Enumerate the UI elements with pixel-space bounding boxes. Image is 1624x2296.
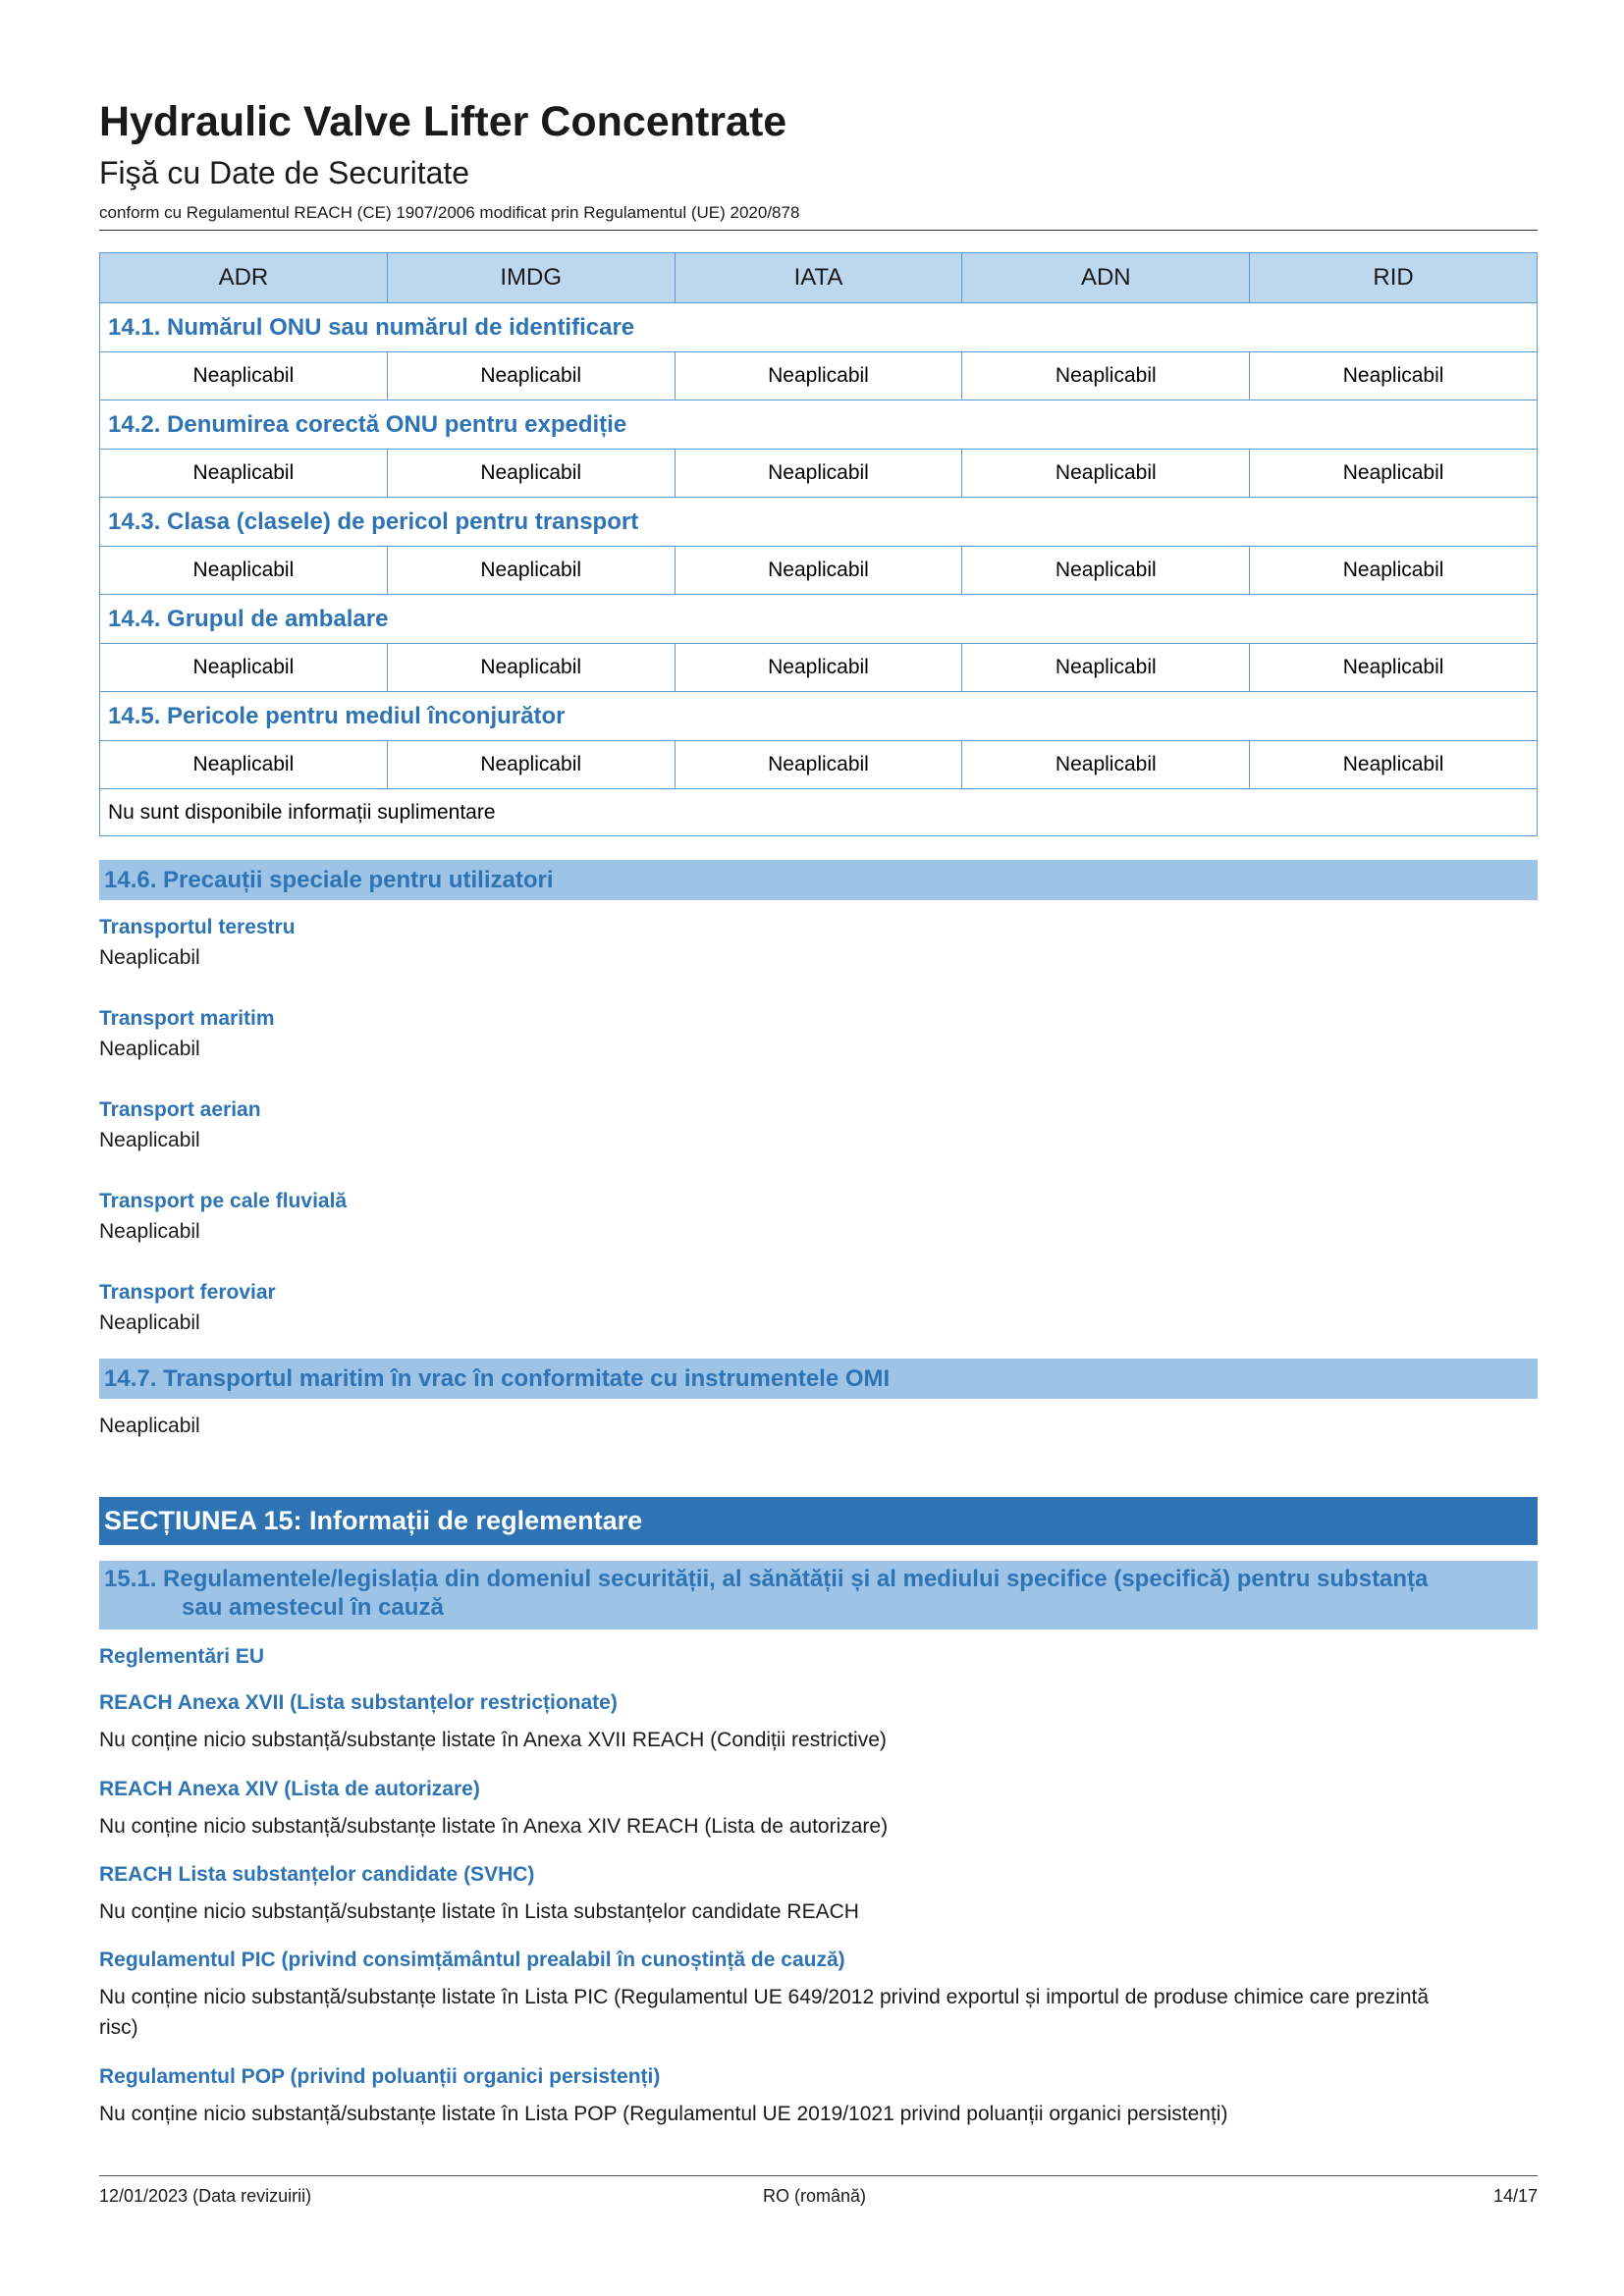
table-cell: Neaplicabil <box>675 450 962 498</box>
section-15-header: SECȚIUNEA 15: Informații de reglementare <box>99 1497 1538 1545</box>
document-language: RO (română) <box>763 2186 867 2206</box>
table-cell: Neaplicabil <box>675 741 962 789</box>
footer-divider <box>99 2175 1538 2176</box>
section-title: 14.5. Pericole pentru mediul înconjurător <box>100 692 1538 741</box>
transport-label: Transport maritim <box>99 1007 275 1030</box>
table-row <box>100 547 1538 595</box>
table-header-row <box>100 253 1538 303</box>
regulation-label: REACH Anexa XVII (Lista substanțelor restricționate) <box>99 1691 618 1714</box>
regulation-reference: conform cu Regulamentul REACH (CE) 1907/2006 modificat prin Regulamentul (UE) 2020/878 <box>99 203 800 222</box>
transport-value: Neaplicabil <box>99 1220 200 1243</box>
table-cell: Neaplicabil <box>1250 741 1538 789</box>
revision-date: 12/01/2023 (Data revizuirii) <box>99 2186 312 2206</box>
column-header: ADN <box>962 253 1250 303</box>
table-cell: Neaplicabil <box>962 450 1250 498</box>
table-cell: Neaplicabil <box>962 741 1250 789</box>
table-cell: Neaplicabil <box>1250 644 1538 692</box>
table-cell: Neaplicabil <box>100 352 388 400</box>
transport-label: Transport pe cale fluvială <box>99 1190 348 1212</box>
table-cell: Neaplicabil <box>675 352 962 400</box>
table-cell: Neaplicabil <box>675 644 962 692</box>
document-subtitle: Fişă cu Date de Securitate <box>99 155 470 190</box>
section-title: 14.1. Numărul ONU sau numărul de identificare <box>100 303 1538 352</box>
transport-value: Neaplicabil <box>99 1129 200 1151</box>
table-cell: Neaplicabil <box>962 352 1250 400</box>
regulation-label: REACH Lista substanțelor candidate (SVHC) <box>99 1863 535 1886</box>
note-row <box>100 789 1538 836</box>
regulation-text: Nu conține nicio substanță/substanțe listate în Lista POP (Regulamentul UE 2019/1021 privind poluanții organici persistenți) <box>99 2103 1228 2125</box>
transport-label: Transport aerian <box>99 1098 261 1121</box>
regulation-label: Regulamentul PIC (privind consimțământul prealabil în cunoștință de cauză) <box>99 1949 845 1971</box>
section-14-7-value: Neaplicabil <box>99 1415 200 1437</box>
table-cell: Neaplicabil <box>387 547 675 595</box>
table-cell: Neaplicabil <box>100 741 388 789</box>
transport-label: Transport feroviar <box>99 1281 276 1304</box>
table-note: Nu sunt disponibile informații suplimentare <box>100 789 1538 836</box>
table-cell: Neaplicabil <box>675 547 962 595</box>
regulation-text: Nu conține nicio substanță/substanțe listate în Anexa XIV REACH (Lista de autorizare) <box>99 1815 889 1838</box>
table-cell: Neaplicabil <box>100 450 388 498</box>
table-cell: Neaplicabil <box>962 547 1250 595</box>
table-cell: Neaplicabil <box>100 547 388 595</box>
table-cell: Neaplicabil <box>387 644 675 692</box>
table-cell: Neaplicabil <box>1250 352 1538 400</box>
eu-regulations-label: Reglementări EU <box>99 1645 265 1668</box>
table-cell: Neaplicabil <box>1250 547 1538 595</box>
transport-table <box>99 252 1538 836</box>
transport-label: Transportul terestru <box>99 916 296 938</box>
regulation-label: REACH Anexa XIV (Lista de autorizare) <box>99 1778 480 1800</box>
section-14-7-header: 14.7. Transportul maritim în vrac în conformitate cu instrumentele OMI <box>99 1359 1538 1399</box>
table-row <box>100 644 1538 692</box>
table-cell: Neaplicabil <box>1250 450 1538 498</box>
section-title: 14.2. Denumirea corectă ONU pentru expediție <box>100 400 1538 450</box>
regulation-text: Nu conține nicio substanță/substanțe listate în Anexa XVII REACH (Condiții restrictive) <box>99 1729 887 1751</box>
section-14-6-header: 14.6. Precauții speciale pentru utilizatori <box>99 860 1538 900</box>
section-15-1-title-line1: 15.1. Regulamentele/legislația din domeniul securității, al sănătății și al mediului specifice (specifică) pentru substanța <box>104 1566 1429 1592</box>
transport-value: Neaplicabil <box>99 1311 200 1334</box>
column-header: IATA <box>675 253 962 303</box>
table-cell: Neaplicabil <box>100 644 388 692</box>
transport-value: Neaplicabil <box>99 1038 200 1060</box>
page-number: 14/17 <box>1492 2186 1538 2206</box>
section-title-row <box>100 692 1538 741</box>
section-title: 14.4. Grupul de ambalare <box>100 595 1538 644</box>
header-divider <box>99 230 1538 231</box>
transport-value: Neaplicabil <box>99 946 200 969</box>
column-header: RID <box>1250 253 1538 303</box>
document-title: Hydraulic Valve Lifter Concentrate <box>99 98 787 145</box>
section-15-1-title-line2: sau amestecul în cauză <box>182 1594 444 1621</box>
regulation-label: Regulamentul POP (privind poluanții organici persistenți) <box>99 2065 661 2088</box>
section-15-1-header <box>99 1561 1538 1629</box>
table-row <box>100 741 1538 789</box>
table-cell: Neaplicabil <box>387 352 675 400</box>
regulation-text: Nu conține nicio substanță/substanțe listate în Lista PIC (Regulamentul UE 649/2012 privind exportul și importul de produse chimice care prezintă <box>99 1986 1430 2008</box>
regulation-text: Nu conține nicio substanță/substanțe listate în Lista substanțelor candidate REACH <box>99 1900 859 1923</box>
column-header: ADR <box>100 253 388 303</box>
table-cell: Neaplicabil <box>962 644 1250 692</box>
section-title-row <box>100 595 1538 644</box>
regulation-text-continued: risc) <box>99 2016 138 2039</box>
table-row <box>100 450 1538 498</box>
table-row <box>100 352 1538 400</box>
section-title-row <box>100 498 1538 547</box>
column-header: IMDG <box>387 253 675 303</box>
section-title-row <box>100 400 1538 450</box>
section-title: 14.3. Clasa (clasele) de pericol pentru transport <box>100 498 1538 547</box>
table-cell: Neaplicabil <box>387 741 675 789</box>
section-title-row <box>100 303 1538 352</box>
table-cell: Neaplicabil <box>387 450 675 498</box>
